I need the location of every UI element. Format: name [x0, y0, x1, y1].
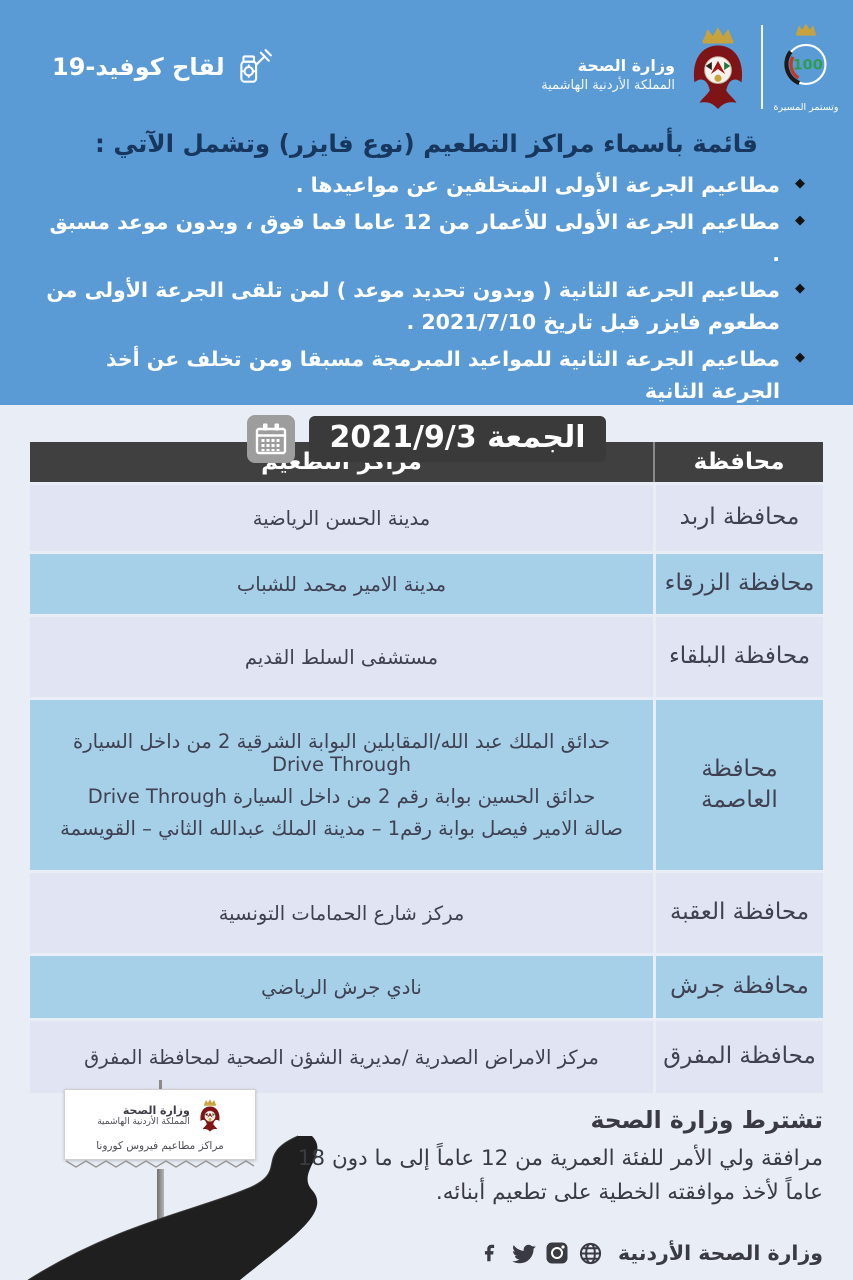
sign-coat-of-arms-icon: [197, 1098, 223, 1132]
centers-cell: [30, 956, 653, 1018]
bullet-list: [36, 170, 807, 407]
calendar-icon: [247, 415, 295, 463]
bottom-section: [0, 1076, 853, 1280]
governorate-cell: محافظة جرش: [653, 956, 823, 1018]
governorate-cell: محافظة المفرق: [653, 1021, 823, 1093]
ministry-handle: وزارة الصحة الأردنية: [618, 1241, 823, 1265]
governorate-cell: محافظة العقبة: [653, 873, 823, 953]
table-row: [30, 485, 823, 551]
header-divider: [761, 25, 763, 109]
centenary-caption: وتستمر المسيرة: [773, 102, 839, 113]
instagram-icon: [545, 1241, 569, 1265]
svg-text:100: 100: [792, 57, 823, 74]
table-row: [30, 873, 823, 953]
ministry-name: وزارة الصحة: [577, 56, 675, 75]
notice-block: [263, 1106, 823, 1211]
kingdom-name: المملكة الأردنية الهاشمية: [541, 78, 675, 93]
notice-body: مرافقة ولي الأمر للفئة العمرية من 12 عاماً إلى ما دون 18 عاماً لأخذ موافقته الخطية على تطعيم أبنائه.: [297, 1146, 823, 1206]
bullet-item: ◆ مطاعيم الجرعة الثانية ( وبدون تحديد موعد ) لمن تلقى الجرعة الأولى من مطعوم فايزر قبل تاريخ 2021/7/10 .: [36, 275, 807, 339]
sign-ministry-name: وزارة الصحة: [122, 1103, 190, 1117]
table-row: [30, 617, 823, 697]
governorate-cell: محافظة الزرقاء: [653, 554, 823, 614]
jordan-coat-of-arms: [685, 24, 751, 110]
sign-head: [71, 1098, 249, 1132]
centers-cell: [30, 485, 653, 551]
sign-caption: مراكز مطاعيم فيروس كورونا: [96, 1140, 224, 1152]
centers-cell: [30, 617, 653, 697]
centers-table: [30, 439, 823, 1096]
covid-vaccine-label-group: [46, 46, 274, 88]
table-row: [30, 956, 823, 1018]
center-name: مستشفى السلط القديم: [244, 645, 439, 669]
center-name: حدائق الملك عبد الله/المقابلين البوابة الشرقية 2 من داخل السيارة Drive Through: [73, 730, 610, 776]
centenary-100-icon: [773, 22, 839, 100]
bullet-item: ◆ مطاعيم الجرعة الثانية للمواعيد المبرمجة مسبقا ومن تخلف عن أخذ الجرعة الثانية: [36, 344, 807, 408]
center-name: نادي جرش الرياضي: [261, 975, 422, 999]
center-name: مدينة الامير محمد للشباب: [236, 572, 447, 596]
governorate-cell: محافظة البلقاء: [653, 617, 823, 697]
bullet-item: ◆ مطاعيم الجرعة الأولى المتخلفين عن مواعيدها .: [36, 170, 807, 202]
centers-cell: [30, 700, 653, 870]
ministry-branding: [541, 20, 839, 113]
governorate-cell: محافظة اربد: [653, 485, 823, 551]
notice-title: تشترط وزارة الصحة: [590, 1106, 823, 1134]
table-row: [30, 554, 823, 614]
center-name: مدينة الحسن الرياضية: [252, 506, 431, 530]
centers-cell: [30, 554, 653, 614]
ministry-text: [541, 54, 675, 93]
table-body: [30, 485, 823, 1093]
date-badge: الجمعة 2021/9/3: [309, 416, 605, 462]
footer-social-row: [479, 1240, 823, 1266]
covid-vaccine-label: لقاح كوفيد-19: [52, 53, 225, 81]
vaccine-icon: [234, 46, 274, 88]
twitter-icon: [510, 1240, 536, 1266]
center-name: صالة الامير فيصل بوابة رقم1 – مدينة الملك عبدالله الثاني – القويسمة: [60, 817, 623, 840]
hero-header: [0, 0, 853, 113]
page-title: قائمة بأسماء مراكز التطعيم (نوع فايزر) وتشمل الآتي :: [95, 129, 758, 158]
sign-antenna: [159, 1080, 162, 1089]
center-name: مركز شارع الحمامات التونسية: [218, 901, 465, 925]
center-name: حدائق الحسين بوابة رقم 2 من داخل السيارة Drive Through: [87, 785, 596, 808]
governorate-header: محافظة: [653, 442, 823, 482]
facebook-icon: [479, 1242, 501, 1264]
sign-text: [97, 1104, 190, 1127]
bullet-item: ◆ مطاعيم الجرعة الأولى للأعمار من 12 عاما فما فوق ، وبدون موعد مسبق .: [36, 207, 807, 271]
table-row: [30, 700, 823, 870]
centers-header: التطعيم: [30, 442, 653, 482]
sign-kingdom-name: المملكة الأردنية الهاشمية: [97, 1116, 190, 1127]
center-name: مركز الامراض الصدرية /مديرية الشؤن الصحية لمحافظة المفرق: [84, 1045, 599, 1069]
globe-icon: [578, 1241, 603, 1266]
centers-table-wrap: [30, 439, 823, 1096]
governorate-cell: محافظة العاصمة: [653, 700, 823, 870]
centenary-logo: [773, 22, 839, 113]
date-row: [0, 415, 853, 463]
centers-cell: [30, 873, 653, 953]
hero-section: [0, 0, 853, 456]
